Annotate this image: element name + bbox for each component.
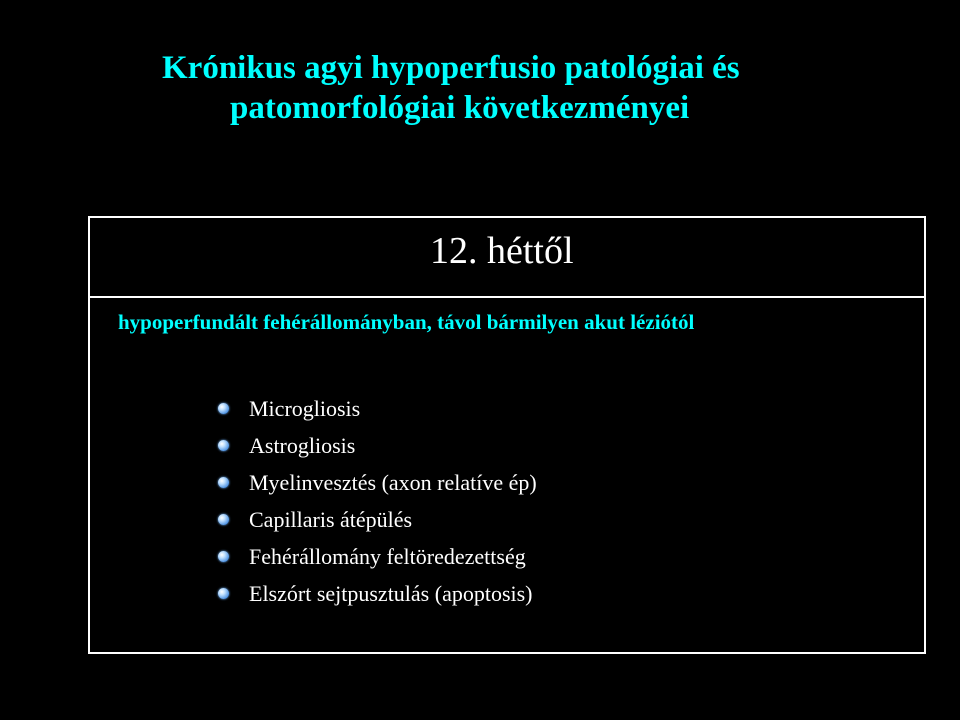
frame-header — [90, 218, 924, 298]
bullet-text: Fehérállomány feltöredezettség — [249, 543, 526, 569]
content-frame — [88, 216, 926, 654]
subtitle: hypoperfundált fehérállományban, távol bármilyen akut léziótól — [118, 310, 695, 334]
bullet-text: Capillaris átépülés — [249, 506, 413, 532]
sphere-bullet-icon — [218, 514, 229, 525]
bullet-text: Microgliosis — [249, 395, 361, 421]
bullet-text: Myelinvesztés (axon relatíve ép) — [249, 469, 537, 495]
bullet-item — [218, 575, 537, 612]
bullet-item — [218, 538, 537, 575]
bullet-item — [218, 427, 537, 464]
sphere-bullet-icon — [218, 440, 229, 451]
sphere-bullet-icon — [218, 588, 229, 599]
bullet-item — [218, 390, 537, 427]
title-line-1: Krónikus agyi hypoperfusio patológiai és — [162, 50, 740, 86]
bullet-list — [218, 390, 537, 612]
sphere-bullet-icon — [218, 551, 229, 562]
bullet-item — [218, 464, 537, 501]
title-line-2: patomorfológiai következményei — [230, 90, 690, 126]
sphere-bullet-icon — [218, 403, 229, 414]
week-heading: 12. héttől — [430, 230, 574, 272]
bullet-text: Elszórt sejtpusztulás (apoptosis) — [249, 580, 533, 606]
sphere-bullet-icon — [218, 477, 229, 488]
bullet-item — [218, 501, 537, 538]
slide-title — [162, 48, 862, 128]
bullet-text: Astrogliosis — [249, 432, 356, 458]
